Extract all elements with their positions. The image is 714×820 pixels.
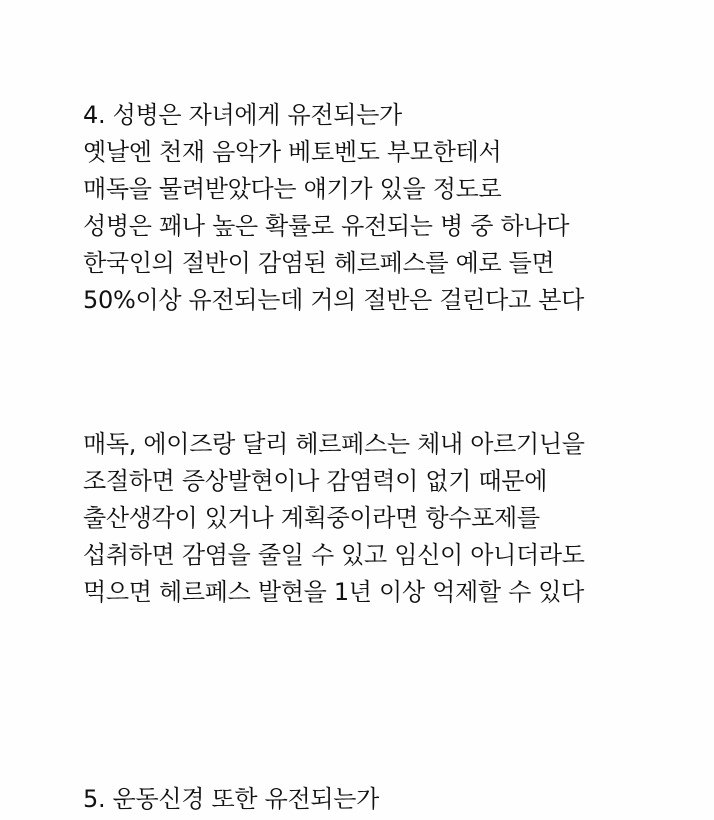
paragraph-line: 매독을 물려받았다는 얘기가 있을 정도로 bbox=[83, 175, 502, 203]
section-5-heading: 5. 운동신경 또한 유전되는가 bbox=[83, 785, 380, 813]
paragraph-line: 한국인의 절반이 감염된 헤르페스를 예로 들면 bbox=[83, 249, 555, 277]
section-4-heading: 4. 성병은 자녀에게 유전되는가 bbox=[83, 101, 402, 129]
paragraph-line: 옛날엔 천재 음악가 베토벤도 부모한테서 bbox=[83, 138, 502, 166]
paragraph-line: 조절하면 증상발현이나 감염력이 없기 때문에 bbox=[83, 467, 548, 495]
paragraph-line: 출산생각이 있거나 계획중이라면 항수포제를 bbox=[83, 504, 540, 532]
paragraph-line: 성병은 꽤나 높은 확률로 유전되는 병 중 하나다 bbox=[83, 212, 570, 240]
section-4-paragraph-2 bbox=[83, 426, 683, 611]
paragraph-line: 50%이상 유전되는데 거의 절반은 걸린다고 본다 bbox=[83, 286, 584, 314]
paragraph-line: 매독, 에이즈랑 달리 헤르페스는 체내 아르기닌을 bbox=[83, 430, 585, 458]
paragraph-line: 섭취하면 감염을 줄일 수 있고 임신이 아니더라도 bbox=[83, 541, 585, 569]
section-5-block bbox=[83, 781, 683, 818]
section-4-block bbox=[83, 97, 683, 319]
paragraph-line: 먹으면 헤르페스 발현을 1년 이상 억제할 수 있다 bbox=[83, 578, 585, 606]
